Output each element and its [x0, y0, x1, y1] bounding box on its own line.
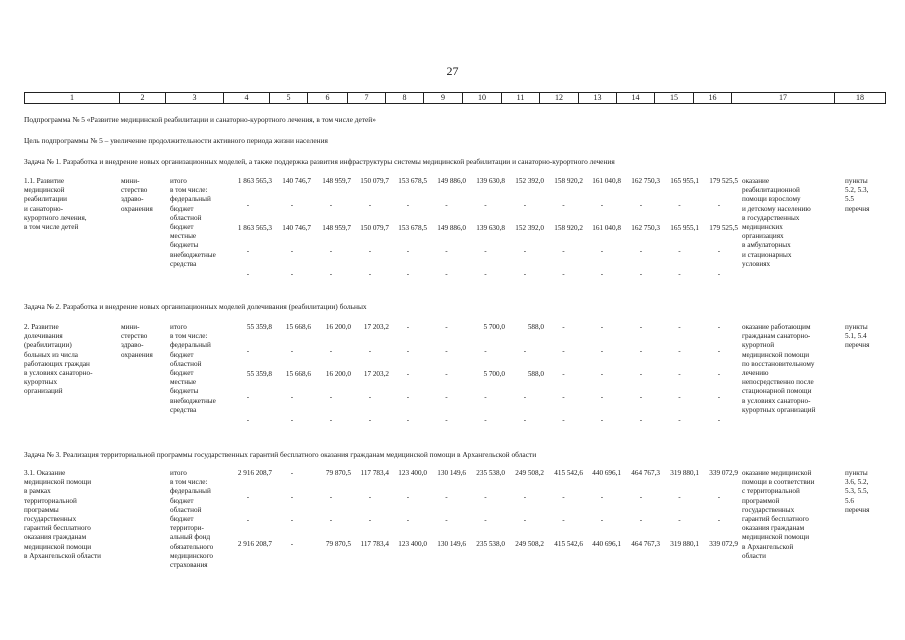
block2-row0-col4: 55 359,8	[246, 323, 272, 331]
block1-row4-col6: -	[329, 270, 333, 278]
block3-row1-col12: -	[562, 493, 565, 501]
block2-row2-col11: 588,0	[527, 370, 544, 378]
block1-row1-col10: -	[484, 201, 487, 209]
block1-row3-col10: -	[484, 247, 487, 255]
block2-row0-col9: -	[445, 323, 448, 331]
header-col-5: 5	[270, 93, 308, 104]
block1-row2-col16: 179 525,5	[709, 224, 738, 232]
block2-row2-col6: 16 200,0	[325, 370, 351, 378]
block3-row2-col5: -	[290, 516, 294, 524]
measure-1-points: пункты 5.2, 5.3, 5.5 перечня	[845, 177, 870, 213]
block1-row3-col16: -	[717, 247, 721, 255]
block1-row4-col13: -	[600, 270, 604, 278]
block1-row0-col15: 165 955,1	[670, 177, 699, 185]
block3-row1-col10: -	[484, 493, 487, 501]
block2-row2-col10: 5 700,0	[483, 370, 505, 378]
block1-row4-col11: -	[523, 270, 527, 278]
block1-row4-col15: -	[678, 270, 681, 278]
block2-row1-col9: -	[445, 347, 448, 355]
block2-row0-col7: 17 203,2	[363, 323, 389, 331]
block1-row3-col13: -	[600, 247, 604, 255]
block1-row4-col14: -	[639, 270, 643, 278]
block3-row3-col12: 415 542,6	[554, 540, 583, 548]
page-number: 27	[446, 64, 459, 78]
header-col-14: 14	[617, 93, 655, 104]
block2-row2-col12: -	[562, 370, 565, 378]
block3-row3-col8: 123 400,0	[398, 540, 427, 548]
block1-row2-col11: 152 392,0	[515, 224, 544, 232]
block1-row1-col4: -	[246, 201, 250, 209]
block1-row2-col14: 162 750,3	[631, 224, 660, 232]
block1-row3-col15: -	[678, 247, 681, 255]
block3-row1-col9: -	[445, 493, 448, 501]
header-col-1: 1	[25, 93, 120, 104]
block3-row0-col7: 117 783,4	[360, 469, 389, 477]
block1-row3-col8: -	[406, 247, 410, 255]
header-col-17: 17	[732, 93, 835, 104]
block3-row2-col13: -	[600, 516, 604, 524]
header-col-3: 3	[166, 93, 224, 104]
block3-row1-col6: -	[329, 493, 333, 501]
block3-row3-col4: 2 916 208,7	[237, 540, 272, 548]
block2-row3-col9: -	[445, 393, 448, 401]
block2-row1-col8: -	[406, 347, 410, 355]
header-col-11: 11	[502, 93, 540, 104]
block3-row0-col11: 249 508,2	[515, 469, 544, 477]
block3-row2-col12: -	[562, 516, 565, 524]
block2-row4-col14: -	[639, 416, 643, 424]
measure-2-executor: мини- стерство здраво- охранения	[121, 323, 153, 359]
header-col-13: 13	[579, 93, 617, 104]
block3-row1-col11: -	[523, 493, 527, 501]
block2-row1-col15: -	[678, 347, 681, 355]
task-1-heading: Задача № 1. Разработка и внедрение новых организационных моделей, а также поддержка развития инфраструктуры системы медицинской реабилитации и санаторно-курортного лечения	[24, 157, 615, 166]
block2-row4-col9: -	[445, 416, 448, 424]
block1-row0-col13: 161 040,8	[592, 177, 621, 185]
block3-row0-col6: 79 870,5	[325, 469, 351, 477]
block1-row1-col16: -	[717, 201, 721, 209]
column-number-header	[24, 92, 886, 104]
block3-row3-col7: 117 783,4	[360, 540, 389, 548]
block1-row0-col8: 153 678,5	[398, 177, 427, 185]
block2-row0-col15: -	[678, 323, 681, 331]
block2-row0-col10: 5 700,0	[483, 323, 505, 331]
block3-row2-col6: -	[329, 516, 333, 524]
block2-row2-col14: -	[639, 370, 643, 378]
block1-row2-col10: 139 630,8	[476, 224, 505, 232]
block2-row4-col16: -	[717, 416, 721, 424]
header-col-7: 7	[348, 93, 386, 104]
block3-row1-col16: -	[717, 493, 721, 501]
block2-row0-col16: -	[717, 323, 721, 331]
block2-row2-col16: -	[717, 370, 721, 378]
subprogram-title: Подпрограмма № 5 «Развитие медицинской реабилитации и санаторно-курортного лечения, в том числе детей»	[24, 115, 376, 124]
header-col-2: 2	[120, 93, 166, 104]
block2-row3-col10: -	[484, 393, 487, 401]
measure-3-points: пункты 3.6, 5.2, 5.3, 5.5, 5.6 перечня	[845, 469, 870, 514]
block2-row3-col11: -	[523, 393, 527, 401]
header-col-9: 9	[424, 93, 463, 104]
measure-2-result: оказание работающим гражданам санаторно- курортной медицинской помощи по восстановительному лечению непосредственно после стационарной помощи в условиях санаторно- курортных организаций	[742, 323, 816, 414]
block1-row3-col4: -	[246, 247, 250, 255]
header-col-18: 18	[835, 93, 886, 104]
block1-row3-col14: -	[639, 247, 643, 255]
block2-row3-col15: -	[678, 393, 681, 401]
measure-2-name: 2. Развитие долечивания (реабилитации) больных из числа работающих граждан в условиях санаторно- курортных организаций	[24, 323, 93, 396]
block2-row4-col4: -	[246, 416, 250, 424]
block1-row0-col6: 148 959,7	[322, 177, 351, 185]
block2-row3-col16: -	[717, 393, 721, 401]
subprogram-goal: Цель подпрограммы № 5 – увеличение продолжительности активного периода жизни населения	[24, 136, 328, 145]
block3-row2-col11: -	[523, 516, 527, 524]
block3-row0-col12: 415 542,6	[554, 469, 583, 477]
block2-row2-col5: 15 668,6	[285, 370, 311, 378]
measure-2-points: пункты 5.1, 5.4 перечня	[845, 323, 870, 350]
block2-row1-col4: -	[246, 347, 250, 355]
block3-row0-col16: 339 072,9	[709, 469, 738, 477]
block3-row3-col11: 249 508,2	[515, 540, 544, 548]
block1-row2-col6: 148 959,7	[322, 224, 351, 232]
block2-row3-col4: -	[246, 393, 250, 401]
block2-row2-col4: 55 359,8	[246, 370, 272, 378]
task-2-heading: Задача № 2. Разработка и внедрение новых организационных моделей долечивания (реабилитации) больных	[24, 302, 367, 311]
block1-row0-col10: 139 630,8	[476, 177, 505, 185]
block1-row0-col5: 140 746,7	[282, 177, 311, 185]
block2-row1-col13: -	[600, 347, 604, 355]
block3-row0-col10: 235 538,0	[476, 469, 505, 477]
block3-row3-col9: 130 149,6	[437, 540, 466, 548]
block1-row3-col12: -	[562, 247, 565, 255]
measure-1-executor: мини- стерство здраво- охранения	[121, 177, 153, 213]
task-3-heading: Задача № 3. Реализация территориальной программы государственных гарантий бесплатного оказания гражданам медицинской помощи в Архангельской области	[24, 450, 537, 459]
block1-row1-col7: -	[368, 201, 372, 209]
block2-row4-col15: -	[678, 416, 681, 424]
block3-row1-col7: -	[368, 493, 372, 501]
block1-row2-col7: 150 079,7	[360, 224, 389, 232]
block1-row1-col12: -	[562, 201, 565, 209]
block2-row3-col12: -	[562, 393, 565, 401]
block1-row4-col16: -	[717, 270, 721, 278]
block1-row2-col9: 149 886,0	[437, 224, 466, 232]
block3-row2-col10: -	[484, 516, 487, 524]
block3-row0-col5: -	[290, 469, 294, 477]
block2-row2-col15: -	[678, 370, 681, 378]
block1-row4-col12: -	[562, 270, 565, 278]
block2-row4-col6: -	[329, 416, 333, 424]
block1-row3-col5: -	[290, 247, 294, 255]
block1-row2-col8: 153 678,5	[398, 224, 427, 232]
block1-row0-col12: 158 920,2	[554, 177, 583, 185]
block2-row4-col13: -	[600, 416, 604, 424]
block2-row2-col13: -	[600, 370, 604, 378]
block2-row2-col9: -	[445, 370, 448, 378]
block2-row0-col6: 16 200,0	[325, 323, 351, 331]
block2-row3-col14: -	[639, 393, 643, 401]
header-col-16: 16	[694, 93, 732, 104]
block3-row1-col4: -	[246, 493, 250, 501]
block3-row1-col8: -	[406, 493, 410, 501]
block3-row3-col16: 339 072,9	[709, 540, 738, 548]
block2-row1-col10: -	[484, 347, 487, 355]
block2-row0-col11: 588,0	[527, 323, 544, 331]
measure-3-sources: итого в том числе: федеральный бюджет областной бюджет территори- альный фонд обязательного медицинского страхования	[170, 469, 214, 570]
block2-row4-col7: -	[368, 416, 372, 424]
block1-row4-col9: -	[445, 270, 448, 278]
block2-row4-col8: -	[406, 416, 410, 424]
block2-row3-col13: -	[600, 393, 604, 401]
block2-row0-col12: -	[562, 323, 565, 331]
block2-row2-col7: 17 203,2	[363, 370, 389, 378]
block2-row4-col11: -	[523, 416, 527, 424]
block1-row1-col11: -	[523, 201, 527, 209]
block1-row0-col11: 152 392,0	[515, 177, 544, 185]
block1-row1-col8: -	[406, 201, 410, 209]
block3-row3-col13: 440 696,1	[592, 540, 621, 548]
header-col-15: 15	[655, 93, 694, 104]
block3-row0-col14: 464 767,3	[631, 469, 660, 477]
block1-row2-col12: 158 920,2	[554, 224, 583, 232]
block1-row2-col13: 161 040,8	[592, 224, 621, 232]
block3-row0-col9: 130 149,6	[437, 469, 466, 477]
block1-row4-col4: -	[246, 270, 250, 278]
measure-3-result: оказание медицинской помощи в соответствии с территориальной программой государственных гарантий бесплатного оказания гражданам медицинской помощи в Архангельской области	[742, 469, 815, 560]
block2-row4-col12: -	[562, 416, 565, 424]
block1-row3-col11: -	[523, 247, 527, 255]
block1-row2-col15: 165 955,1	[670, 224, 699, 232]
block3-row1-col15: -	[678, 493, 681, 501]
block1-row0-col14: 162 750,3	[631, 177, 660, 185]
block2-row0-col13: -	[600, 323, 604, 331]
block2-row1-col12: -	[562, 347, 565, 355]
block1-row0-col9: 149 886,0	[437, 177, 466, 185]
block2-row4-col5: -	[290, 416, 294, 424]
block3-row1-col5: -	[290, 493, 294, 501]
block1-row3-col7: -	[368, 247, 372, 255]
block3-row2-col16: -	[717, 516, 721, 524]
block3-row1-col13: -	[600, 493, 604, 501]
block3-row3-col5: -	[290, 540, 294, 548]
block1-row4-col8: -	[406, 270, 410, 278]
header-col-4: 4	[224, 93, 270, 104]
block2-row1-col16: -	[717, 347, 721, 355]
measure-3-name: 3.1. Оказание медицинской помощи в рамках территориальной программы государственных гарантий бесплатного оказания гражданам медицинской помощи в Архангельской области	[24, 469, 101, 560]
block1-row0-col7: 150 079,7	[360, 177, 389, 185]
block2-row1-col7: -	[368, 347, 372, 355]
block2-row3-col6: -	[329, 393, 333, 401]
block2-row3-col7: -	[368, 393, 372, 401]
block1-row3-col9: -	[445, 247, 448, 255]
block3-row0-col15: 319 880,1	[670, 469, 699, 477]
block2-row1-col14: -	[639, 347, 643, 355]
block1-row0-col4: 1 863 565,3	[237, 177, 272, 185]
block2-row1-col11: -	[523, 347, 527, 355]
block1-row4-col10: -	[484, 270, 487, 278]
block1-row1-col15: -	[678, 201, 681, 209]
block1-row1-col14: -	[639, 201, 643, 209]
block3-row2-col15: -	[678, 516, 681, 524]
block3-row3-col10: 235 538,0	[476, 540, 505, 548]
block3-row0-col13: 440 696,1	[592, 469, 621, 477]
block3-row0-col8: 123 400,0	[398, 469, 427, 477]
block3-row1-col14: -	[639, 493, 643, 501]
block2-row4-col10: -	[484, 416, 487, 424]
block1-row1-col9: -	[445, 201, 448, 209]
block2-row1-col6: -	[329, 347, 333, 355]
block3-row2-col8: -	[406, 516, 410, 524]
block2-row0-col5: 15 668,6	[285, 323, 311, 331]
block2-row3-col5: -	[290, 393, 294, 401]
block1-row0-col16: 179 525,5	[709, 177, 738, 185]
measure-1-result: оказание реабилитационной помощи взрослому и детскому населению в государственных медицинских организациях в амбулаторных и стационарных условиях	[742, 177, 811, 268]
header-col-10: 10	[463, 93, 502, 104]
block1-row1-col6: -	[329, 201, 333, 209]
block2-row0-col14: -	[639, 323, 643, 331]
block1-row3-col6: -	[329, 247, 333, 255]
measure-2-sources: итого в том числе: федеральный бюджет областной бюджет местные бюджеты внебюджетные средства	[170, 323, 216, 414]
block1-row2-col4: 1 863 565,3	[237, 224, 272, 232]
block3-row3-col14: 464 767,3	[631, 540, 660, 548]
block2-row3-col8: -	[406, 393, 410, 401]
header-col-6: 6	[308, 93, 348, 104]
header-col-8: 8	[386, 93, 424, 104]
block3-row3-col15: 319 880,1	[670, 540, 699, 548]
block3-row3-col6: 79 870,5	[325, 540, 351, 548]
block3-row2-col4: -	[246, 516, 250, 524]
header-col-12: 12	[540, 93, 579, 104]
block2-row1-col5: -	[290, 347, 294, 355]
block2-row0-col8: -	[406, 323, 410, 331]
block1-row1-col13: -	[600, 201, 604, 209]
block1-row1-col5: -	[290, 201, 294, 209]
block3-row2-col9: -	[445, 516, 448, 524]
block1-row4-col5: -	[290, 270, 294, 278]
measure-1-sources: итого в том числе: федеральный бюджет областной бюджет местные бюджеты внебюджетные средства	[170, 177, 216, 268]
block2-row2-col8: -	[406, 370, 410, 378]
block3-row2-col7: -	[368, 516, 372, 524]
measure-1-name: 1.1. Развитие медицинской реабилитации и санаторно- курортного лечения, в том числе детей	[24, 177, 87, 232]
block1-row2-col5: 140 746,7	[282, 224, 311, 232]
block3-row2-col14: -	[639, 516, 643, 524]
block3-row0-col4: 2 916 208,7	[237, 469, 272, 477]
block1-row4-col7: -	[368, 270, 372, 278]
